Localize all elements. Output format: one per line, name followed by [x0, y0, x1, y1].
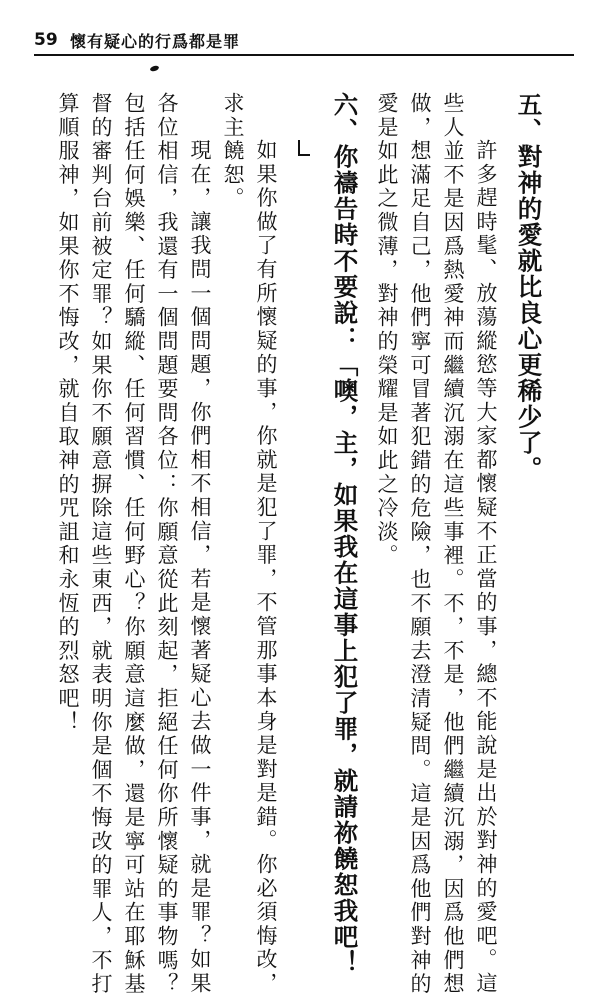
paragraph-three-line-1: 現在，讓我問一個問題，你們相不相信，若是懷著疑心去做一件事，就是罪？如果 [188, 139, 212, 996]
running-title: 懷有疑心的行爲都是罪 [70, 32, 241, 51]
paragraph-two-line-1: 如果你做了有所懷疑的事，你就是犯了罪，不管那事本身是對是錯。你必須悔改， [254, 139, 278, 996]
paragraph-one-line-3: 做，想滿足自己，他們寧可冒著犯錯的危險，也不願去澄清疑問。這是因爲他們對神的 [408, 92, 432, 996]
paragraph-one-line-2: 些人並不是因爲熱愛神而繼續沉溺在這些事裡。不，不是，他們繼續沉溺，因爲他們想 [441, 92, 465, 996]
paragraph-three-line-5: 算順服神，如果你不悔改，就自取神的咒詛和永恆的烈怒吧！ [56, 92, 80, 735]
heading-five: 五、對神的愛就比良心更稀少了。 [514, 92, 544, 482]
heading-six: 六、你禱告時不要說：「噢，主，如果我在這事上犯了罪，就請祢饒恕我吧！ [330, 92, 360, 976]
paragraph-three-line-4: 督的審判台前被定罪？如果你不願意摒除這些東西，就表明你是個不悔改的罪人，不打 [89, 92, 113, 996]
paragraph-one-line-4: 愛是如此之微薄，對神的榮耀是如此之冷淡。 [375, 92, 399, 568]
running-header [34, 28, 574, 56]
paragraph-three-line-3: 包括任何娛樂、任何驕縱、任何習慣、任何野心？你願意這麼做，還是寧可站在耶穌基 [122, 92, 146, 996]
closing-bracket-mark [298, 140, 310, 156]
paragraph-two-line-2: 求主饒恕。 [221, 92, 245, 211]
paragraph-one-line-1: 許多趕時髦、放蕩縱慾等大家都懷疑不正當的事，總不能說是出於對神的愛吧。這 [474, 139, 498, 996]
ink-speck [149, 65, 159, 73]
page-number: 59 [34, 30, 58, 50]
paragraph-three-line-2: 各位相信，我還有一個問題要問各位：你願意從此刻起，拒絕任何你所懷疑的事物嗎？ [155, 92, 179, 996]
